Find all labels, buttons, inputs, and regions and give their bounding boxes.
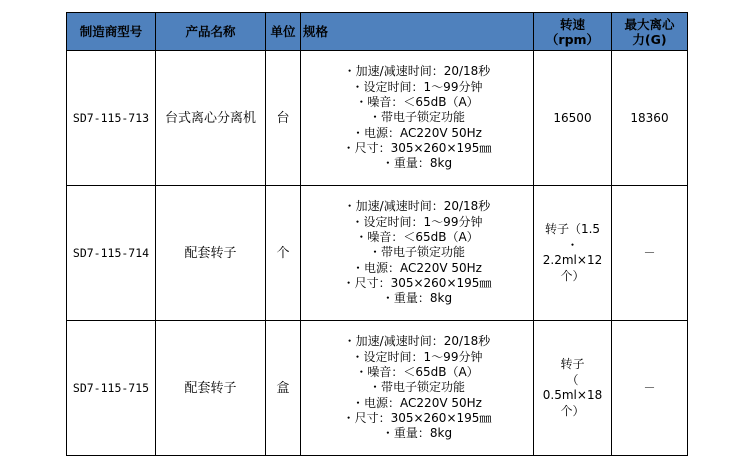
name-cell: 台式离心分离机 <box>156 51 266 186</box>
speed-cell <box>534 186 612 321</box>
spec-line: ・带电子锁定功能 <box>368 380 465 395</box>
speed-line: 0.5ml×18 <box>542 388 603 402</box>
header-name: 产品名称 <box>156 13 266 51</box>
spec-cell <box>301 51 534 186</box>
speed-line: 个） <box>560 268 585 283</box>
force-cell: 18360 <box>612 51 688 186</box>
spec-cell <box>301 186 534 321</box>
header-speed-line2: （rpm） <box>545 31 600 47</box>
spec-line: ・加速/减速时间：20/18秒 <box>343 334 491 349</box>
header-spec: 规格 <box>301 13 534 51</box>
product-spec-table <box>66 12 688 456</box>
header-force-line1: 最大离心 <box>624 16 675 32</box>
spec-line: ・尺寸：305×260×195㎜ <box>342 410 492 425</box>
speed-line: 个） <box>560 403 585 418</box>
spec-line: ・设定时间：1～99分钟 <box>351 79 483 94</box>
spec-line: ・噪音：＜65dB（A） <box>355 230 479 245</box>
force-cell: － <box>612 186 688 321</box>
spec-line: ・尺寸：305×260×195㎜ <box>342 140 492 155</box>
spec-line: ・电源：AC220V 50Hz <box>352 125 482 140</box>
spec-cell <box>301 321 534 456</box>
spec-line: ・设定时间：1～99分钟 <box>351 214 483 229</box>
unit-cell: 个 <box>266 186 301 321</box>
speed-cell <box>534 321 612 456</box>
header-speed <box>534 13 612 51</box>
spec-line: ・重量：8kg <box>381 156 453 171</box>
header-row <box>67 13 688 51</box>
header-force <box>612 13 688 51</box>
speed-line: 转子（1.5 <box>544 222 601 236</box>
speed-line: 2.2ml×12 <box>542 253 603 267</box>
spec-line: ・设定时间：1～99分钟 <box>351 349 483 364</box>
header-unit: 单位 <box>266 13 301 51</box>
model-cell: SD7-115-715 <box>67 321 156 456</box>
spec-line: ・噪音：＜65dB（A） <box>355 365 479 380</box>
table-row <box>67 321 688 456</box>
spec-line: ・重量：8kg <box>381 291 453 306</box>
speed-line: ・ <box>566 237 579 252</box>
spec-line: ・尺寸：305×260×195㎜ <box>342 275 492 290</box>
unit-cell: 台 <box>266 51 301 186</box>
force-cell: － <box>612 321 688 456</box>
spec-line: ・带电子锁定功能 <box>368 110 465 125</box>
name-cell: 配套转子 <box>156 186 266 321</box>
spec-line: ・电源：AC220V 50Hz <box>352 260 482 275</box>
speed-line: （ <box>566 372 579 387</box>
unit-cell: 盒 <box>266 321 301 456</box>
table-row <box>67 186 688 321</box>
spec-line: ・重量：8kg <box>381 426 453 441</box>
spec-line: ・噪音：＜65dB（A） <box>355 95 479 110</box>
name-cell: 配套转子 <box>156 321 266 456</box>
header-force-line2: 力(G) <box>632 31 667 47</box>
speed-line: 转子 <box>560 357 585 371</box>
spec-line: ・加速/减速时间：20/18秒 <box>343 199 491 214</box>
speed-line: 16500 <box>553 110 592 125</box>
model-cell: SD7-115-713 <box>67 51 156 186</box>
header-model: 制造商型号 <box>67 13 156 51</box>
spec-line: ・电源：AC220V 50Hz <box>352 395 482 410</box>
model-cell: SD7-115-714 <box>67 186 156 321</box>
spec-line: ・带电子锁定功能 <box>368 245 465 260</box>
spec-line: ・加速/减速时间：20/18秒 <box>343 64 491 79</box>
table-row <box>67 51 688 186</box>
speed-cell <box>534 51 612 186</box>
header-speed-line1: 转速 <box>559 16 585 32</box>
